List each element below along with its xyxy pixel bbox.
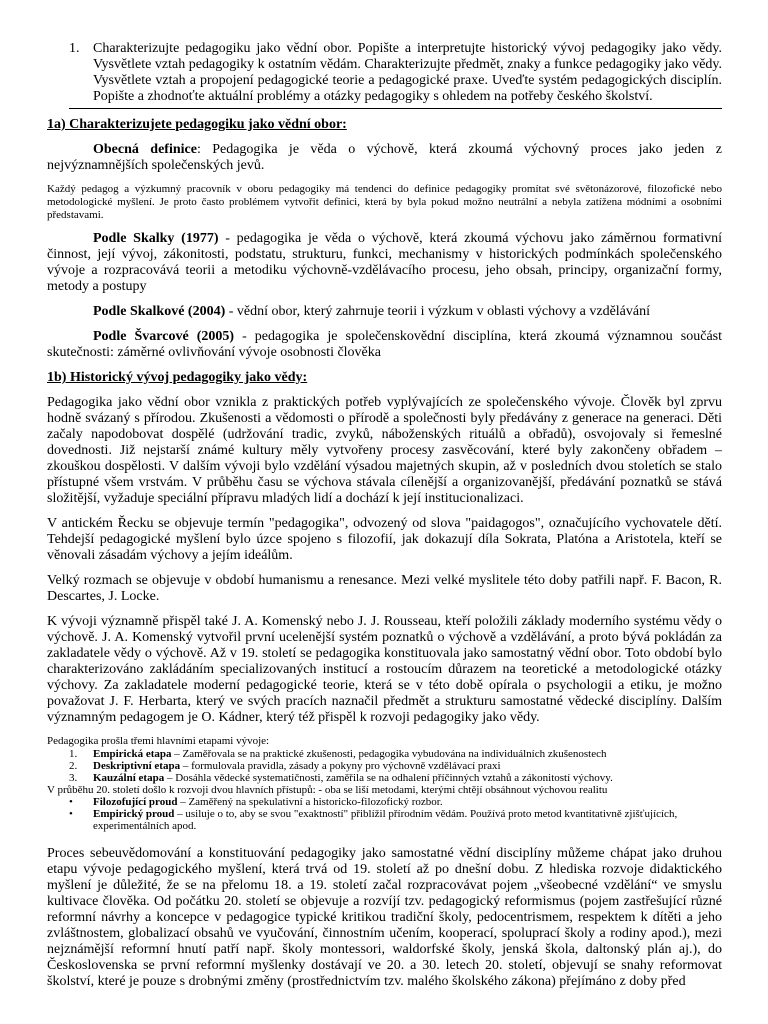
question-divider bbox=[69, 108, 722, 109]
section-a-heading: 1a) Charakterizujete pedagogiku jako vědní obor: bbox=[47, 117, 347, 132]
approach-text: – usiluje o to, aby se svou "exaktností" přiblížil přírodním vědám. Používá proto metod kvantitativně zjišťujících, experimentálních apod. bbox=[93, 808, 678, 832]
approach-term: Filozofující proud bbox=[93, 796, 178, 808]
svarcova-definition bbox=[47, 329, 722, 361]
general-definition-term: Obecná definice bbox=[93, 142, 197, 157]
history-paragraph-4: K vývoji významně přispěl také J. A. Komenský nebo J. J. Rousseau, kteří položili základy moderního systému vědy o výchově. J. A. Komenský vytvořil první ucelenější systém poznatků o výchově a vzdělávání, a proto bývá pokládán za zakladatele vědy o výchově. Až v 19. století se pedagogika konstituovala jako samostatný vědní obor. Toto období bylo charakterizováno zakládáním specializovaných institucí a rostoucím důrazem na teoretické a metodologické otázky výchovy. Za zakladatele moderní pedagogické teorie, která se v této době opírala o psychologii a etiku, je možno považovat J. F. Herbarta, který ve svých pracích naznačil předmět a strukturu samostatné vědecké disciplíny. Dalším významným pedagogem je O. Kádner, který též přispěl k rozvoji pedagogiky jako vědy. bbox=[47, 614, 722, 725]
stage-text: – Dosáhla vědecké systematičnosti, zaměřila se na odhalení příčinných vztahů a zákonitostí výchovy. bbox=[164, 772, 613, 784]
stage-text: – formulovala pravidla, zásady a pokyny pro výchovně vzdělávací praxi bbox=[180, 760, 501, 772]
stage-text: – Zaměřovala se na praktické zkušenosti, pedagogika vybudována na individuálních zkušenostech bbox=[171, 748, 607, 760]
list-item bbox=[47, 760, 722, 772]
skalka-definition bbox=[47, 231, 722, 295]
list-marker: 3. bbox=[69, 772, 78, 784]
stages-list bbox=[47, 748, 722, 784]
skalkova-term: Podle Skalkové (2004) bbox=[93, 304, 226, 319]
skalkova-definition bbox=[47, 304, 722, 320]
list-item bbox=[47, 748, 722, 760]
list-item bbox=[47, 772, 722, 784]
history-paragraph-5: Proces sebeuvědomování a konstituování pedagogiky jako samostatné vědní disciplíny můžeme chápat jako druhou etapu vývoje pedagogického myšlení, která trvá od 19. století až po dnešní dobu. Z hlediska rozvoje didaktického myšlení je důležité, že se na přelomu 18. a 19. století začal rozpracovávat pojem „všeobecné vzdělání“ ve smyslu kultivace člověka. Od počátku 20. století se objevuje a rozvíjí tzv. pedagogický reformismus (pojem zastřešující různé reformní návrhy a koncepce v pedagogice typické kritikou tradiční školy, pedocentrismem, respektem k dítěti a jeho zvláštnostem, globalizací obsahů ve vyučování, činnostním učením, kooperací, spoluprací školy a rodiny apod.), mezi nejznámější reformní hnutí patří např. školy montessori, waldorfské školy, jenská škola, daltonský plán aj.), do Československa se první reformní myšlenky dostávají ve 20. a 30. letech 20. století, objevují se snahy reformovat školství, které je pouze s drobnými změny (prostřednictvím tzv. malého školského zákona) přejímáno z doby před bbox=[47, 846, 722, 989]
svarcova-text: - pedagogika je společenskovědní disciplína, která zkoumá významnou součást skutečnosti: záměrné ovlivňování vývoje osobnosti člověka bbox=[47, 329, 722, 360]
bullet-marker: • bbox=[69, 808, 73, 820]
general-definition bbox=[47, 142, 722, 174]
approach-term: Empirický proud bbox=[93, 808, 175, 820]
svarcova-term: Podle Švarcové (2005) bbox=[93, 329, 235, 344]
list-item bbox=[47, 808, 722, 832]
stage-term: Empirická etapa bbox=[93, 748, 172, 760]
definition-note: Každý pedagog a výzkumný pracovník v oboru pedagogiky má tendenci do definice pedagogiky promítat své světonázorové, filozofické nebo metodologické myšlení. Je proto často problémem vytvořit definici, která by byla pokud možno neutrální a nebyla zatížena módními a osobními představami. bbox=[47, 183, 722, 221]
skalka-text: - pedagogika je věda o výchově, která zkoumá výchovu jako záměrnou formativní činnost, její vývoj, zákonitosti, podstatu, strukturu, funkci, mechanismy v historických podmínkách společenského vývoje a rozpracovává teorii a metodiku výchovně-vzdělávacího procesu, jeho obsah, principy, organizační formy, metody a postupy bbox=[47, 231, 723, 294]
stage-term: Kauzální etapa bbox=[93, 772, 165, 784]
skalka-term: Podle Skalky (1977) bbox=[93, 231, 219, 246]
approaches-list bbox=[47, 796, 722, 832]
question-number: 1. bbox=[69, 41, 80, 56]
history-paragraph-1: Pedagogika jako vědní obor vznikla z praktických potřeb vyplývajících ze společenského vývoje. Člověk byl zprvu hodně svázaný s přírodou. Zkušenosti a vědomosti o přírodě a společnosti byly předávány z generace na generaci. Děti začaly napodobovat dospělé (udržování tradic, zvyků, náboženských rituálů a obřadů), osvojovaly si řemeslné dovednosti. Již nejstarší známé kultury měly vytvořeny procesy zasvěcování, které byly zakončeny obřadem – zkouškou dospělosti. V dalším vývoji bylo vzdělání výsadou majetných skupin, až v posledních dvou stoletích se stalo přístupné všem vrstvám. V průběhu času se výchova stávala cílenější a organizovanější, předávání poznatků se stává složitější, vyžaduje speciální přípravu mladých lidí a dochází k její institucionalizaci. bbox=[47, 395, 722, 506]
history-paragraph-3: Velký rozmach se objevuje v období humanismu a renesance. Mezi velké myslitele této doby patřili např. F. Bacon, R. Descartes, J. Locke. bbox=[47, 573, 722, 604]
history-paragraph-2: V antickém Řecku se objevuje termín "pedagogika", odvozený od slova "paidagogos", označujícího vychovatele dětí. Tehdejší pedagogické myšlení bylo úzce spojeno s filozofií, jak dokazují díla Sokrata, Platóna a Aristotela, kteří se věnovali zásadám výchovy a jejím ideálům. bbox=[47, 516, 722, 563]
section-b-heading: 1b) Historický vývoj pedagogiky jako vědy: bbox=[47, 370, 308, 385]
exam-question bbox=[47, 41, 722, 105]
stages-intro: Pedagogika prošla třemi hlavními etapami vývoje: bbox=[47, 735, 270, 747]
question-text: Charakterizujte pedagogiku jako vědní obor. Popište a interpretujte historický vývoj pedagogiky jako vědy. Vysvětlete vztah pedagogiky k ostatním vědám. Charakterizujte předmět, znaky a funkce pedagogiky jako vědy. Vysvětlete vztah a propojení pedagogické teorie a pedagogické praxe. Uveďte systém pedagogických disciplín. Popište a zhodnoťte aktuální problémy a otázky pedagogiky s ohledem na potřeby českého školství. bbox=[93, 41, 722, 104]
approach-text: – Zaměřený na spekulativní a historicko-filozofický rozbor. bbox=[177, 796, 443, 808]
list-marker: 2. bbox=[69, 760, 78, 772]
approaches-intro: V průběhu 20. století došlo k rozvoji dvou hlavních přístupů: - oba se liší metodami, kterými chtějí obsáhnout výchovou realitu bbox=[47, 784, 608, 796]
skalkova-text: - vědní obor, který zahrnuje teorii i výzkum v oblasti výchovy a vzdělávání bbox=[225, 304, 650, 319]
document-content bbox=[47, 41, 722, 990]
general-definition-text: : Pedagogika je věda o výchově, která zkoumá výchovný proces jako jeden z nejvýznamnějších společenských jevů. bbox=[47, 142, 722, 173]
bullet-marker: • bbox=[69, 796, 73, 808]
list-marker: 1. bbox=[69, 748, 78, 760]
list-item bbox=[47, 796, 722, 808]
stage-term: Deskriptivní etapa bbox=[93, 760, 181, 772]
